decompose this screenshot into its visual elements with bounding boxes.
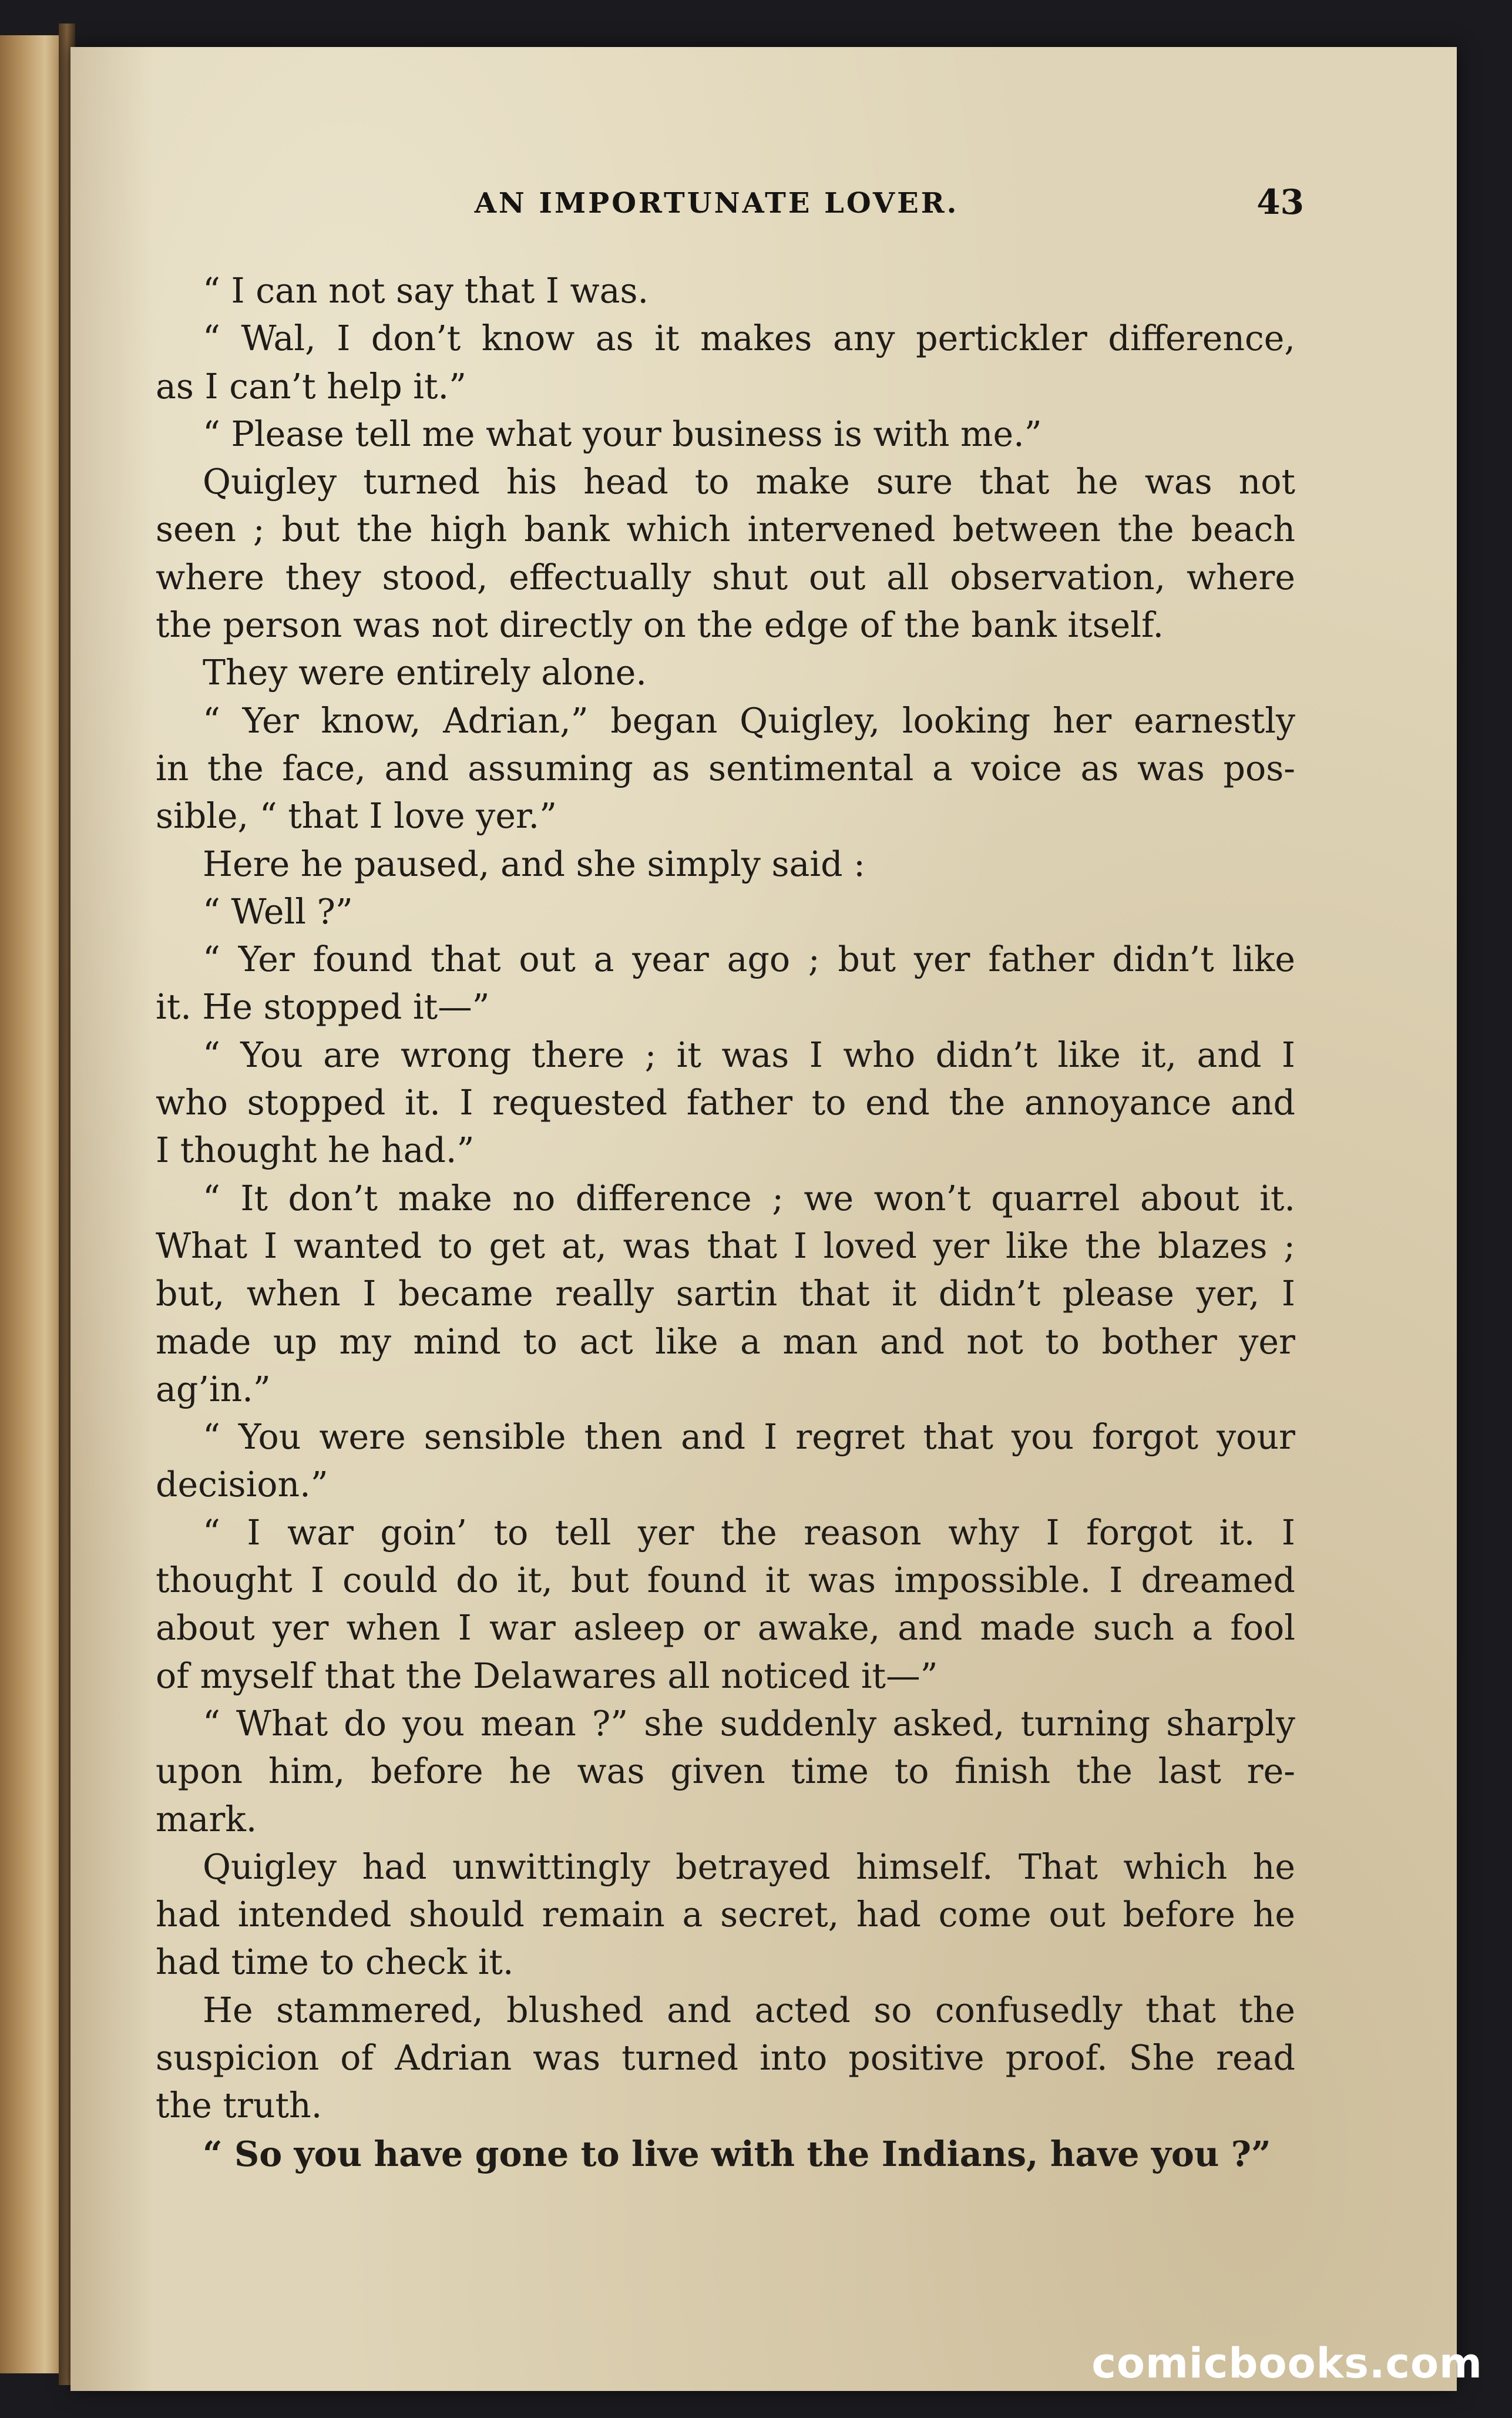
text-line: “ What do you mean ?” she suddenly asked, turning sharply bbox=[203, 1703, 1295, 1744]
text-line: as I can’t help it.” bbox=[156, 366, 466, 407]
text-line: about yer when I war asleep or awake, and made such a fool bbox=[156, 1608, 1295, 1648]
text-line: What I wanted to get at, was that I loved yer like the blazes ; bbox=[156, 1225, 1295, 1266]
text-line: upon him, before he was given time to finish the last re- bbox=[156, 1751, 1295, 1792]
text-line: who stopped it. I requested father to end the annoyance and bbox=[156, 1083, 1295, 1123]
text-line: Here he paused, and she simply said : bbox=[203, 844, 865, 884]
text-line: Quigley turned his head to make sure that he was not bbox=[203, 462, 1295, 502]
text-line: sible, “ that I love yer.” bbox=[156, 796, 557, 837]
text-line: decision.” bbox=[156, 1465, 328, 1505]
text-line: in the face, and assuming as sentimental a voice as was pos- bbox=[156, 748, 1295, 788]
text-line: the truth. bbox=[156, 2085, 322, 2126]
text-line: “ Yer found that out a year ago ; but yer father didn’t like bbox=[203, 939, 1295, 980]
text-line: “ I can not say that I was. bbox=[203, 271, 649, 311]
page-number: 43 bbox=[1256, 182, 1304, 222]
text-line: They were entirely alone. bbox=[203, 653, 647, 693]
text-line: mark. bbox=[156, 1799, 257, 1839]
text-line: “ Wal, I don’t know as it makes any pertickler difference, bbox=[203, 318, 1295, 359]
text-line: of myself that the Delawares all noticed it—” bbox=[156, 1655, 938, 1696]
body-text bbox=[156, 267, 1295, 2178]
text-line: “ I war goin’ to tell yer the reason why I forgot it. I bbox=[203, 1512, 1295, 1553]
text-line: “ You are wrong there ; it was I who didn’t like it, and I bbox=[203, 1035, 1295, 1075]
text-line: where they stood, effectually shut out all observation, where bbox=[156, 557, 1295, 597]
text-line: He stammered, blushed and acted so confusedly that the bbox=[203, 1990, 1295, 2030]
watermark: comicbooks.com bbox=[1091, 2339, 1483, 2387]
text-line: “ You were sensible then and I regret that you forgot your bbox=[203, 1417, 1295, 1457]
text-line: suspicion of Adrian was turned into positive proof. She read bbox=[156, 2037, 1295, 2078]
text-line: had time to check it. bbox=[156, 1942, 514, 1983]
text-line: “ So you have gone to live with the Indians, have you ?” bbox=[203, 2133, 1271, 2174]
text-line: “ Please tell me what your business is with me.” bbox=[203, 414, 1042, 454]
text-line: seen ; but the high bank which intervened between the beach bbox=[156, 509, 1295, 550]
page-header bbox=[129, 182, 1304, 240]
text-line: it. He stopped it—” bbox=[156, 987, 490, 1027]
text-line: ag’in.” bbox=[156, 1369, 271, 1409]
text-line: the person was not directly on the edge of the bank itself. bbox=[156, 605, 1164, 646]
text-line: had intended should remain a secret, had come out before he bbox=[156, 1895, 1295, 1935]
facing-page-edge bbox=[0, 35, 65, 2373]
text-line: thought I could do it, but found it was impossible. I dreamed bbox=[156, 1560, 1295, 1601]
running-head: AN IMPORTUNATE LOVER. bbox=[474, 187, 959, 220]
text-line: made up my mind to act like a man and not to bother yer bbox=[156, 1321, 1295, 1362]
text-line: “ Well ?” bbox=[203, 891, 353, 932]
text-line: but, when I became really sartin that it didn’t please yer, I bbox=[156, 1274, 1295, 1314]
text-line: Quigley had unwittingly betrayed himself. That which he bbox=[203, 1846, 1295, 1887]
text-line: I thought he had.” bbox=[156, 1130, 475, 1171]
text-line: “ It don’t make no difference ; we won’t quarrel about it. bbox=[203, 1178, 1295, 1218]
text-line: “ Yer know, Adrian,” began Quigley, looking her earnestly bbox=[203, 700, 1295, 741]
